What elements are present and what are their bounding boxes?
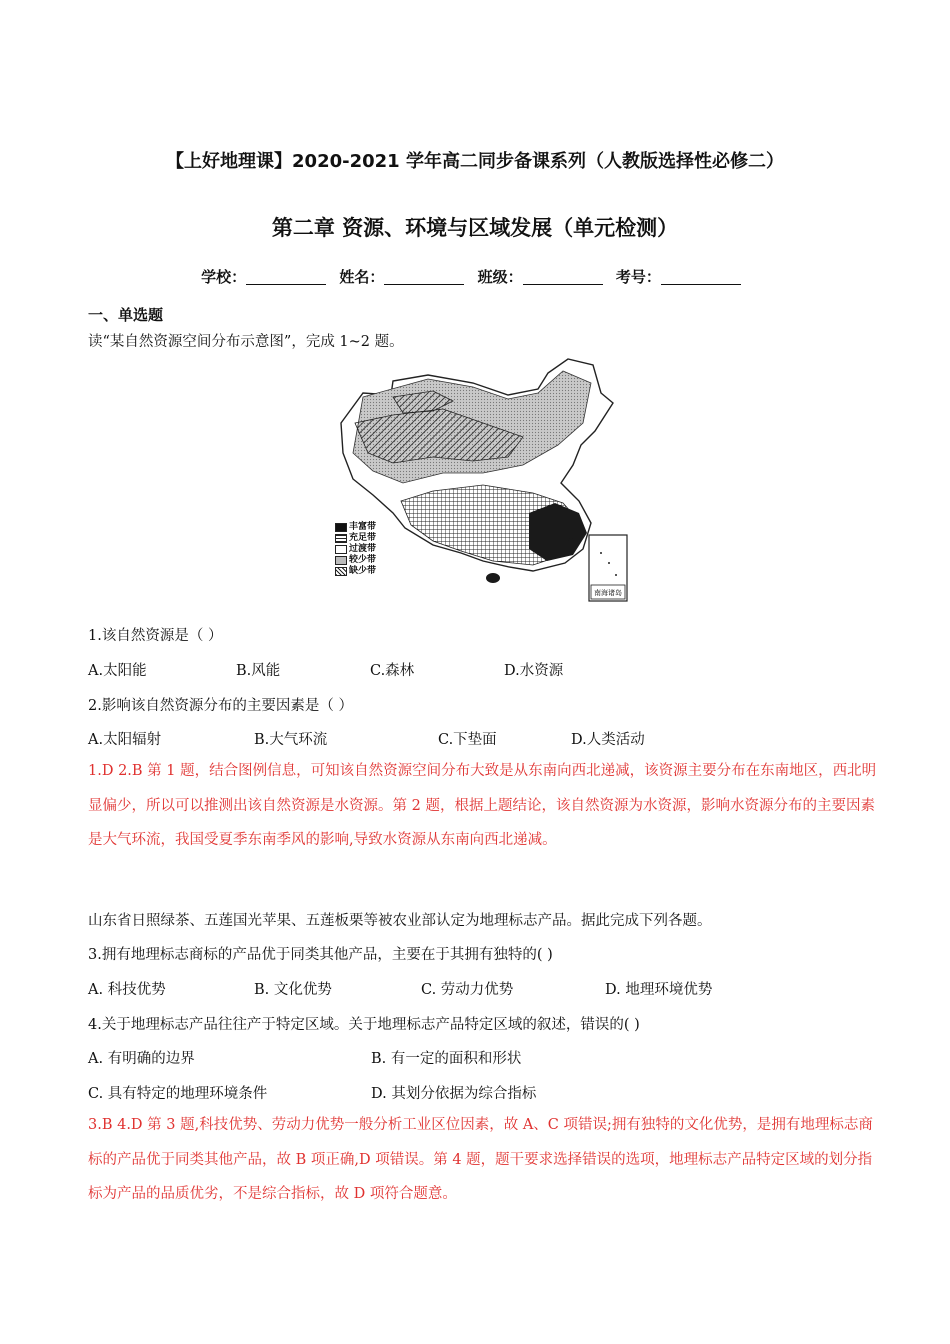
q1-option-b[interactable]: B.风能 <box>236 663 281 679</box>
q4-option-b[interactable]: B. 有一定的面积和形状 <box>371 1051 522 1067</box>
legend-abundant: 丰富带 <box>335 522 376 533</box>
group1-intro: 读“某自然资源空间分布示意图”，完成 1~2 题。 <box>88 334 404 350</box>
school-label: 学校： <box>201 268 247 286</box>
q2-option-d[interactable]: D.人类活动 <box>571 732 645 748</box>
group2-intro: 山东省日照绿茶、五莲国光苹果、五莲板栗等被农业部认定为地理标志产品。据此完成下列各题。 <box>88 913 712 929</box>
resource-distribution-map <box>333 353 633 603</box>
legend-lesser: 较少带 <box>335 555 376 566</box>
series-title: 【上好地理课】2020-2021 学年高二同步备课系列（人教版选择性必修二） <box>166 151 784 172</box>
legend-sufficient: 充足带 <box>335 533 376 544</box>
map-legend <box>335 522 376 577</box>
q3-option-a[interactable]: A. 科技优势 <box>88 982 166 998</box>
student-info-line <box>0 266 950 287</box>
island-hainan <box>486 573 500 583</box>
class-blank[interactable] <box>523 270 603 285</box>
q2-option-c[interactable]: C.下垫面 <box>438 732 497 748</box>
name-label: 姓名： <box>339 268 385 286</box>
q1-option-d[interactable]: D.水资源 <box>504 663 564 679</box>
q3-option-b[interactable]: B. 文化优势 <box>254 982 332 998</box>
legend-transition: 过渡带 <box>335 544 376 555</box>
q1-option-a[interactable]: A.太阳能 <box>88 663 147 679</box>
q4-option-c[interactable]: C. 具有特定的地理环境条件 <box>88 1086 268 1102</box>
id-blank[interactable] <box>661 270 741 285</box>
q3-option-d[interactable]: D. 地理环境优势 <box>605 982 713 998</box>
q3-option-c[interactable]: C. 劳动力优势 <box>421 982 514 998</box>
answer-1-2: 1.D 2.B 第 1 题，结合图例信息，可知该自然资源空间分布大致是从东南向西北递减，该资源主要分布在东南地区，西北明显偏少，所以可以推测出该自然资源是水资源。第 2 题，根据上题结论，该自然资源为水资源，影响水资源分布的主要因素是大气环流，我国受夏季东南季风的影响,导致水资源从东南向西北递减。 <box>88 763 877 848</box>
chapter-title: 第二章 资源、环境与区域发展（单元检测） <box>271 216 679 240</box>
school-blank[interactable] <box>246 270 326 285</box>
answer-3-4: 3.B 4.D 第 3 题,科技优势、劳动力优势一般分析工业区位因素，故 A、C 项错误;拥有独特的文化优势，是拥有地理标志商标的产品优于同类其他产品，故 B 项正确,D 项错误。第 4 题，题干要求选择错误的选项，地理标志产品特定区域的划分指标为产品的品质优劣，不是综合指标，故 D 项符合题意。 <box>88 1117 873 1202</box>
section-heading: 一、单选题 <box>88 306 164 324</box>
q2-option-a[interactable]: A.太阳辐射 <box>88 732 162 748</box>
class-label: 班级： <box>477 268 523 286</box>
id-label: 考号： <box>615 268 661 286</box>
q1-option-c[interactable]: C.森林 <box>370 663 415 679</box>
name-blank[interactable] <box>384 270 464 285</box>
question-4-stem: 4.关于地理标志产品往往产于特定区域。关于地理标志产品特定区域的叙述，错误的( ) <box>88 1017 640 1033</box>
question-3-stem: 3.拥有地理标志商标的产品优于同类其他产品，主要在于其拥有独特的( ) <box>88 947 553 963</box>
island-taiwan <box>568 537 574 553</box>
question-2-stem: 2.影响该自然资源分布的主要因素是（ ） <box>88 698 353 714</box>
inset-label: 南海诸岛 <box>594 589 622 597</box>
q2-option-b[interactable]: B.大气环流 <box>254 732 328 748</box>
q4-option-d[interactable]: D. 其划分依据为综合指标 <box>371 1086 537 1102</box>
question-1-stem: 1.该自然资源是（ ） <box>88 628 223 644</box>
q4-option-a[interactable]: A. 有明确的边界 <box>88 1051 195 1067</box>
legend-deficient: 缺少带 <box>335 566 376 577</box>
